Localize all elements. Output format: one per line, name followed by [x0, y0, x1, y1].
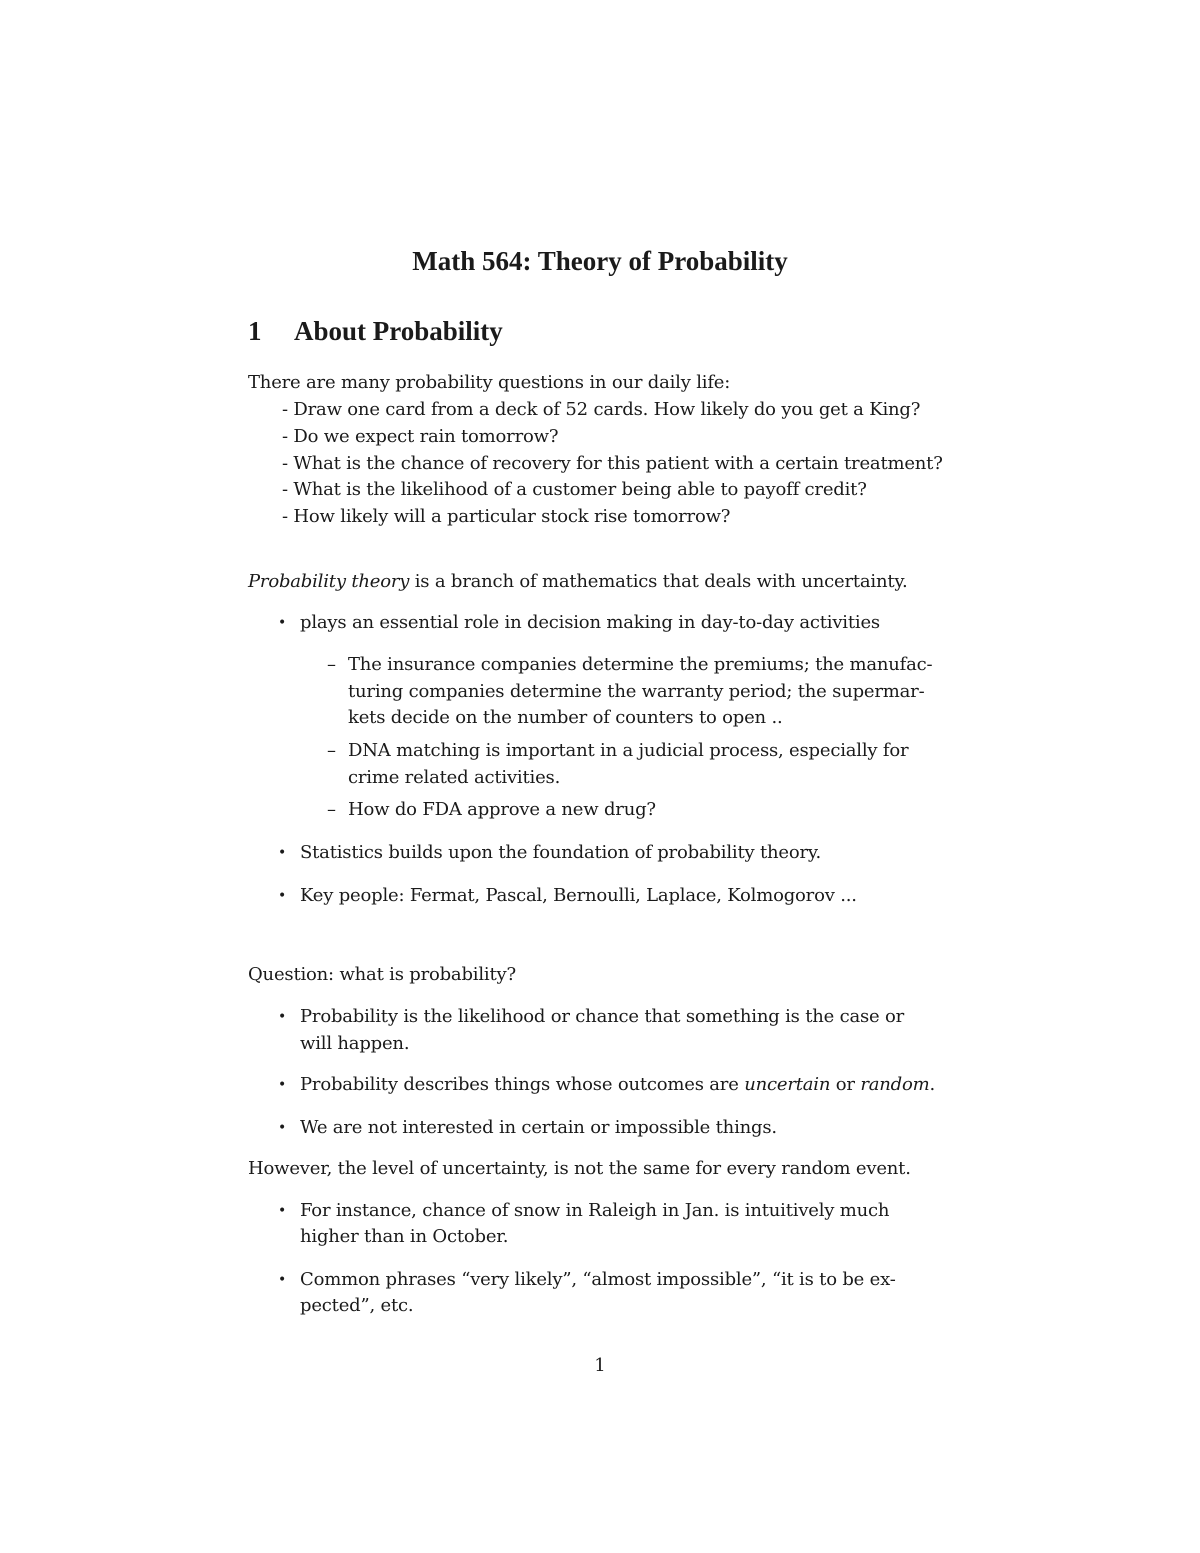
definition-text: is a branch of mathematics that deals with uncertainty. [409, 571, 908, 592]
bullet-icon: • [278, 888, 287, 904]
definition-paragraph [248, 571, 908, 592]
bullet-item-line: pected”, etc. [300, 1295, 414, 1316]
dash-icon: – [327, 654, 336, 675]
question-item: - What is the chance of recovery for this patient with a certain treatment? [282, 453, 943, 474]
sub-item-line: How do FDA approve a new drug? [348, 799, 656, 820]
sub-item-line: crime related activities. [348, 767, 561, 788]
bullet-item [300, 1074, 935, 1095]
bullet-icon: • [278, 1203, 287, 1219]
page-number: 1 [594, 1355, 606, 1376]
bullet-text: Probability describes things whose outcomes are [300, 1074, 745, 1095]
bullet-item-line: Probability is the likelihood or chance that something is the case or [300, 1006, 905, 1027]
bullet-icon: • [278, 1272, 287, 1288]
however-paragraph: However, the level of uncertainty, is not the same for every random event. [248, 1158, 911, 1179]
sub-item-line: DNA matching is important in a judicial process, especially for [348, 740, 909, 761]
bullet-text: or [830, 1074, 861, 1095]
dash-icon: – [327, 740, 336, 761]
section-heading [248, 316, 503, 347]
question-item: - How likely will a particular stock rise tomorrow? [282, 506, 731, 527]
bullet-item: We are not interested in certain or impossible things. [300, 1117, 777, 1138]
document-title: Math 564: Theory of Probability [412, 246, 788, 276]
emphasis-text: uncertain [744, 1074, 831, 1095]
question-item: - What is the likelihood of a customer being able to payoff credit? [282, 479, 867, 500]
bullet-icon: • [278, 845, 287, 861]
sub-item-line: turing companies determine the warranty period; the supermar- [348, 681, 925, 702]
definition-term: Probability theory [248, 571, 410, 592]
section-number: 1 [248, 316, 262, 346]
question-heading: Question: what is probability? [248, 964, 516, 985]
sub-item-line: kets decide on the number of counters to open .. [348, 707, 783, 728]
bullet-item: plays an essential role in decision making in day-to-day activities [300, 612, 880, 633]
section-title: About Probability [294, 316, 503, 346]
question-item: - Do we expect rain tomorrow? [282, 426, 559, 447]
bullet-item-line: higher than in October. [300, 1226, 509, 1247]
bullet-item: Key people: Fermat, Pascal, Bernoulli, Laplace, Kolmogorov ... [300, 885, 857, 906]
intro-text: There are many probability questions in our daily life: [248, 372, 731, 393]
bullet-icon: • [278, 1009, 287, 1025]
dash-icon: – [327, 799, 336, 820]
emphasis-text: random [860, 1074, 930, 1095]
question-item: - Draw one card from a deck of 52 cards. How likely do you get a King? [282, 399, 921, 420]
sub-item-line: The insurance companies determine the premiums; the manufac- [348, 654, 933, 675]
bullet-item-line: Common phrases “very likely”, “almost impossible”, “it is to be ex- [300, 1269, 896, 1290]
bullet-item: Statistics builds upon the foundation of probability theory. [300, 842, 821, 863]
bullet-icon: • [278, 1120, 287, 1136]
bullet-icon: • [278, 1077, 287, 1093]
bullet-item-line: For instance, chance of snow in Raleigh in Jan. is intuitively much [300, 1200, 890, 1221]
bullet-text: . [929, 1074, 936, 1095]
bullet-item-line: will happen. [300, 1033, 410, 1054]
bullet-icon: • [278, 615, 287, 631]
